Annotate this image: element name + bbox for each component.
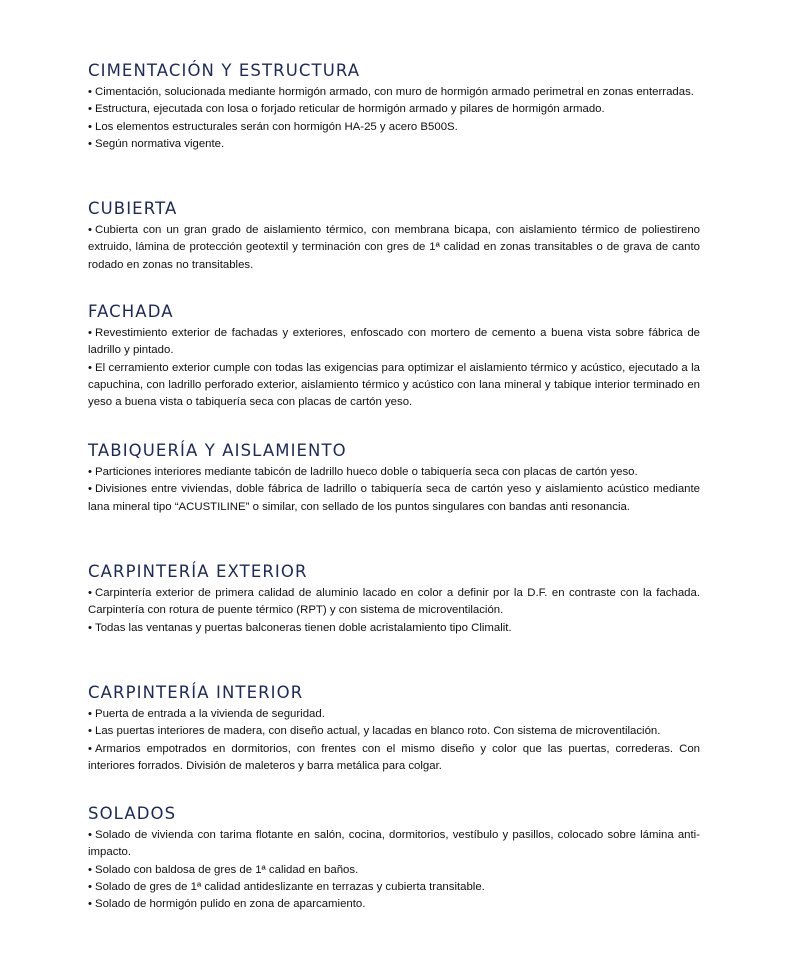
section-cimentacion-estructura bbox=[88, 61, 700, 153]
bullet-text: Particiones interiores mediante tabicón de ladrillo hueco doble o tabiquería seca con placas de cartón yeso. bbox=[95, 466, 638, 478]
bullet-list bbox=[88, 706, 700, 775]
section-title: CARPINTERÍA EXTERIOR bbox=[88, 562, 308, 581]
bullet-text: Solado de vivienda con tarima flotante en salón, cocina, dormitorios, vestíbulo y pasillos, colocado sobre lámina anti-impacto. bbox=[88, 829, 700, 859]
section-title: TABIQUERÍA Y AISLAMIENTO bbox=[88, 441, 347, 460]
bullet-text: Cubierta con un gran grado de aislamiento térmico, con membrana bicapa, con aislamiento térmico de poliestireno extruido, lámina de protección geotextil y terminación con gres de 1ª calidad en zonas transitables o de grava de canto rodado en zonas no transitables. bbox=[88, 224, 700, 271]
section-fachada bbox=[88, 302, 700, 411]
bullet-item bbox=[88, 706, 700, 723]
bullet-item bbox=[88, 879, 700, 896]
bullet-text: Los elementos estructurales serán con hormigón HA-25 y acero B500S. bbox=[95, 120, 458, 133]
bullet-text: Revestimiento exterior de fachadas y exteriores, enfoscado con mortero de cemento a buena vista sobre fábrica de ladrillo y pintado. bbox=[88, 327, 700, 357]
bullet-item bbox=[88, 620, 700, 637]
bullet-item bbox=[88, 723, 700, 740]
bullet-item bbox=[88, 464, 700, 481]
bullet-item bbox=[88, 585, 700, 620]
bullet-dot: • bbox=[88, 829, 92, 841]
bullet-list bbox=[88, 325, 700, 411]
bullet-list bbox=[88, 84, 700, 153]
bullet-list bbox=[88, 222, 700, 274]
section-carpinteria-interior bbox=[88, 683, 700, 775]
bullet-dot: • bbox=[88, 327, 92, 339]
bullet-dot: • bbox=[88, 725, 92, 738]
section-carpinteria-exterior bbox=[88, 562, 700, 637]
section-title: FACHADA bbox=[88, 302, 174, 321]
bullet-item bbox=[88, 896, 700, 913]
bullet-dot: • bbox=[88, 742, 92, 755]
bullet-dot: • bbox=[88, 880, 92, 893]
bullet-text: Todas las ventanas y puertas balconeras tienen doble acristalamiento tipo Climalit. bbox=[95, 621, 512, 634]
bullet-item bbox=[88, 101, 700, 118]
section-title: CARPINTERÍA INTERIOR bbox=[88, 683, 304, 702]
bullet-dot: • bbox=[88, 224, 92, 236]
bullet-list bbox=[88, 464, 700, 516]
section-cubierta bbox=[88, 199, 700, 274]
bullet-dot: • bbox=[88, 898, 92, 911]
bullet-dot: • bbox=[88, 86, 92, 98]
bullet-item bbox=[88, 360, 700, 412]
bullet-text: Solado de gres de 1ª calidad antideslizante en terrazas y cubierta transitable. bbox=[95, 880, 485, 893]
bullet-dot: • bbox=[88, 361, 92, 374]
bullet-item bbox=[88, 481, 700, 516]
bullet-text: Solado de hormigón pulido en zona de aparcamiento. bbox=[95, 898, 366, 911]
bullet-dot: • bbox=[88, 863, 92, 876]
bullet-dot: • bbox=[88, 103, 92, 116]
bullet-dot: • bbox=[88, 120, 92, 133]
bullet-item bbox=[88, 862, 700, 879]
bullet-text: El cerramiento exterior cumple con todas las exigencias para optimizar el aislamiento térmico y acústico, ejecutado a la capuchina, con ladrillo perforado exterior, aislamiento térmico y acústico con lana mineral y tabique interior terminado en yeso a buena vista o tabiquería seca con placas de cartón yeso. bbox=[88, 361, 700, 409]
bullet-text: Cimentación, solucionada mediante hormigón armado, con muro de hormigón armado perimetral en zonas enterradas. bbox=[95, 86, 694, 98]
bullet-text: Estructura, ejecutada con losa o forjado reticular de hormigón armado y pilares de hormigón armado. bbox=[95, 103, 605, 116]
bullet-dot: • bbox=[88, 483, 92, 496]
bullet-text: Puerta de entrada a la vivienda de seguridad. bbox=[95, 708, 325, 720]
bullet-dot: • bbox=[88, 708, 92, 720]
bullet-list bbox=[88, 827, 700, 913]
bullet-list bbox=[88, 585, 700, 637]
bullet-dot: • bbox=[88, 137, 92, 150]
bullet-item bbox=[88, 325, 700, 360]
bullet-text: Solado con baldosa de gres de 1ª calidad en baños. bbox=[95, 863, 359, 876]
bullet-item bbox=[88, 119, 700, 136]
bullet-dot: • bbox=[88, 466, 92, 478]
bullet-item bbox=[88, 136, 700, 153]
section-title: CIMENTACIÓN Y ESTRUCTURA bbox=[88, 61, 361, 80]
bullet-text: Las puertas interiores de madera, con diseño actual, y lacadas en blanco roto. Con sistema de microventilación. bbox=[95, 725, 661, 738]
bullet-dot: • bbox=[88, 587, 92, 599]
section-title: CUBIERTA bbox=[88, 199, 178, 218]
bullet-text: Divisiones entre viviendas, doble fábrica de ladrillo o tabiquería seca de cartón yeso y aislamiento acústico mediante lana mineral tipo “ACUSTILINE” o similar, con sellado de los puntos singulares con bandas anti resonancia. bbox=[88, 483, 700, 513]
bullet-text: Carpintería exterior de primera calidad de aluminio lacado en color a definir por la D.F. en contraste con la fachada. Carpintería con rotura de puente térmico (RPT) y con sistema de microventilación. bbox=[88, 587, 700, 617]
bullet-item bbox=[88, 222, 700, 274]
bullet-item bbox=[88, 827, 700, 862]
bullet-item bbox=[88, 741, 700, 776]
bullet-dot: • bbox=[88, 621, 92, 634]
bullet-text: Según normativa vigente. bbox=[95, 137, 225, 150]
section-title: SOLADOS bbox=[88, 804, 177, 823]
section-tabiqueria-aislamiento bbox=[88, 441, 700, 516]
bullet-item bbox=[88, 84, 700, 101]
bullet-text: Armarios empotrados en dormitorios, con frentes con el mismo diseño y color que las puertas, correderas. Con interiores forrados. División de maleteros y barra metálica para colgar. bbox=[88, 742, 700, 772]
section-solados bbox=[88, 804, 700, 913]
